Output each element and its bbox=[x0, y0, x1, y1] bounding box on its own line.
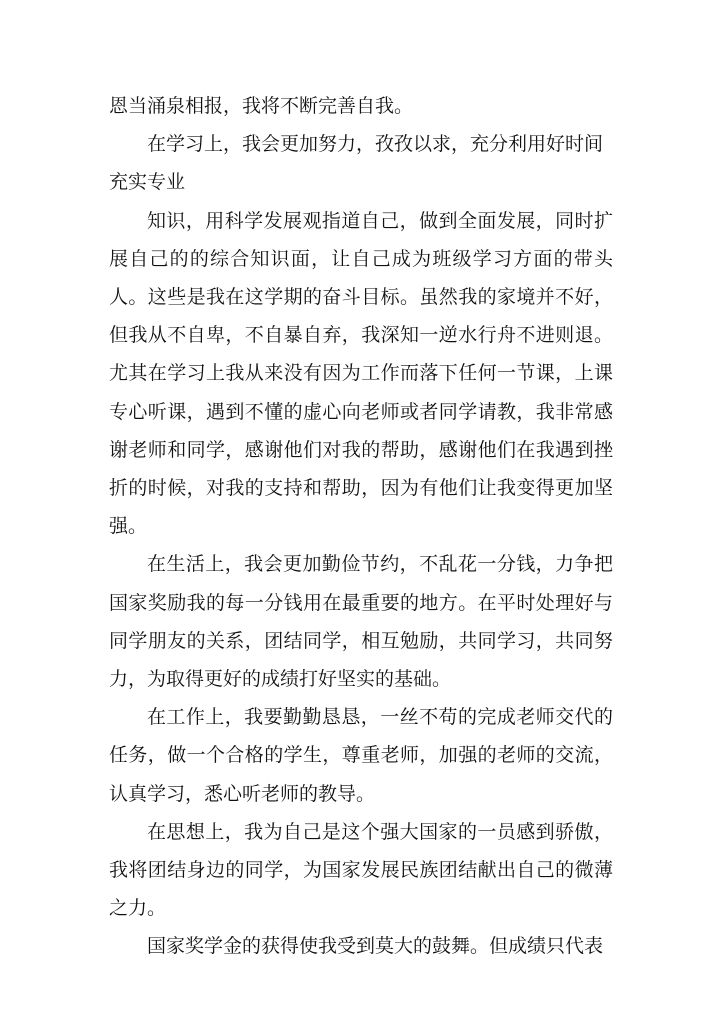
paragraph-3: 充实专业 bbox=[109, 171, 186, 194]
paragraph-5: 在生活上，我会更加勤俭节约，不乱花一分钱，力争把国家奖励我的每一分钱用在最重要的地方。在平时处理好与同学朋友的关系，团结同学，相互勉励，共同学习，共同努力，为取得更好的成绩打好坚实的基础。 bbox=[109, 553, 613, 691]
paragraph-4: 知识，用科学发展观指道自己，做到全面发展，同时扩展自己的的综合知识面，让自己成为班级学习方面的带头人。这些是我在这学期的奋斗目标。虽然我的家境并不好，但我从不自卑，不自暴自弃，我深知一逆水行舟不进则退。尤其在学习上我从来没有因为工作而落下任何一节课，上课专心听课，遇到不懂的虚心向老师或者同学请教，我非常感谢老师和同学，感谢他们对我的帮助，感谢他们在我遇到挫折的时候，对我的支持和帮助，因为有他们让我变得更加坚强。 bbox=[109, 209, 613, 538]
document-body bbox=[109, 87, 613, 966]
paragraph-1: 恩当涌泉相报，我将不断完善自我。 bbox=[109, 95, 414, 117]
paragraph-7: 在思想上，我为自己是这个强大国家的一员感到骄傲，我将团结身边的同学，为国家发展民族团结献出自己的微薄之力。 bbox=[109, 820, 613, 920]
paragraph-2: 在学习上，我会更加努力，孜孜以求，充分利用好时间 bbox=[147, 133, 604, 156]
paragraph-8: 国家奖学金的获得使我受到莫大的鼓舞。但成绩只代表 bbox=[147, 935, 604, 958]
paragraph-6: 在工作上，我要勤勤恳恳，一丝不苟的完成老师交代的任务，做一个合格的学生，尊重老师，加强的老师的交流，认真学习，悉心听老师的教导。 bbox=[109, 706, 613, 805]
